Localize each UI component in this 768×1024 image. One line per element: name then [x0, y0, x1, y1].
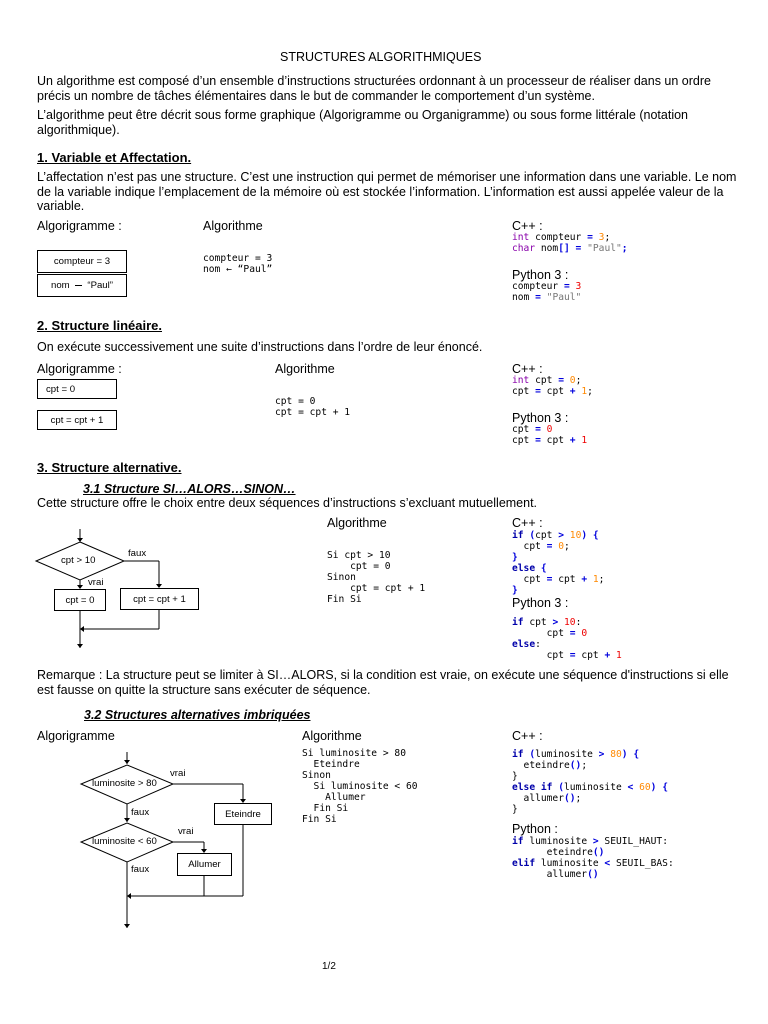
s32-arrow-entry	[124, 760, 130, 764]
s31-faux-label: faux	[128, 548, 147, 559]
s32-arrow-faux1	[124, 818, 130, 822]
section-2-heading: 2. Structure linéaire.	[37, 318, 162, 333]
s32-vrai-2-label: vrai	[178, 826, 194, 837]
s31-box-cpt-increment: cpt = cpt + 1	[120, 588, 199, 610]
s31-cpp-label: C++ :	[512, 516, 543, 530]
s32-algorigramme-label: Algorigramme	[37, 729, 115, 743]
section-3-1-heading: 3.1 Structure SI…ALORS…SINON…	[83, 482, 296, 496]
s2-algorithme-label: Algorithme	[275, 362, 335, 376]
s31-py-line-4: cpt = cpt + 1	[512, 650, 622, 661]
s32-py-line-3: elif luminosite < SEUIL_BAS:	[512, 858, 674, 869]
s1-box-nom: nom “Paul”	[37, 274, 127, 297]
s32-cpp-line-6: }	[512, 804, 518, 815]
section-3-heading: 3. Structure alternative.	[37, 460, 182, 475]
s31-py-line-1: if cpt > 10:	[512, 617, 582, 628]
s32-python-label: Python :	[512, 822, 558, 836]
s2-box-cpt-init: cpt = 0	[37, 379, 117, 399]
s31-py-line-2: cpt = 0	[512, 628, 588, 639]
section-1-heading: 1. Variable et Affectation.	[37, 150, 192, 165]
s31-algorithme-label: Algorithme	[327, 516, 387, 530]
section-3-1-text: Cette structure offre le choix entre deux séquences d’instructions s’excluant mutuellement.	[37, 496, 538, 510]
s31-diamond-label: cpt > 10	[61, 555, 96, 566]
s2-box-cpt-increment: cpt = cpt + 1	[37, 410, 117, 430]
s2-python-label: Python 3 :	[512, 411, 569, 425]
s1-algorithme-label: Algorithme	[203, 219, 263, 233]
s32-py-line-2: eteindre()	[512, 847, 605, 858]
s31-algorithm-code: Si cpt > 10 cpt = 0 Sinon cpt = cpt + 1 Fin Si	[327, 550, 426, 605]
s2-algorigramme-label: Algorigramme :	[37, 362, 122, 376]
s31-cpp-line-4: else {	[512, 563, 547, 574]
s32-algorithme-label: Algorithme	[302, 729, 362, 743]
s32-arrow-merge	[127, 893, 131, 899]
s31-cpp-line-2: cpt = 0;	[512, 541, 570, 552]
s31-py-line-3: else:	[512, 639, 541, 650]
s32-faux-2-label: faux	[131, 864, 150, 875]
intro-paragraph-1: Un algorithme est composé d’un ensemble d’instructions structurées ordonnant à un processeur de réaliser dans un ordre précis un nombre de tâches élémentaires dans le but de commander le comportement d’un système.	[37, 74, 711, 103]
s32-decision-1-label: luminosite > 80	[92, 778, 157, 789]
s31-box-cpt-0: cpt = 0	[54, 589, 106, 611]
s2-algorithm-code: cpt = 0 cpt = cpt + 1	[275, 396, 351, 418]
s32-cpp-line-4: else if (luminosite < 60) {	[512, 782, 669, 793]
s1-py-line-2: nom = "Paul"	[512, 292, 582, 303]
s32-cpp-line-3: }	[512, 771, 518, 782]
s31-cpp-line-5: cpt = cpt + 1;	[512, 574, 605, 585]
s31-cpp-line-3: }	[512, 552, 518, 563]
s32-box-eteindre: Eteindre	[214, 803, 272, 825]
s1-python-label: Python 3 :	[512, 268, 569, 282]
intro-paragraph-2: L’algorithme peut être décrit sous forme graphique (Algorigramme ou Organigramme) ou sous forme littérale (notation algorithmique).	[37, 108, 689, 137]
s3-remark: Remarque : La structure peut se limiter à SI…ALORS, si la condition est vraie, on exécute une séquence d'instructions si elle est fausse on quitte la structure sans exécuter de séquence.	[37, 668, 729, 697]
s1-algorithm-code: compteur = 3 nom ← “Paul”	[203, 253, 273, 275]
section-2-text: On exécute successivement une suite d’instructions dans l’ordre de leur énoncé.	[37, 340, 483, 354]
s1-cpp-line-2: char nom[] = "Paul";	[512, 243, 628, 254]
s32-faux-1-label: faux	[131, 807, 150, 818]
s32-py-line-4: allumer()	[512, 869, 599, 880]
s1-cpp-line-1: int compteur = 3;	[512, 232, 611, 243]
s2-cpp-line-2: cpt = cpt + 1;	[512, 386, 593, 397]
s32-cpp-line-2: eteindre();	[512, 760, 588, 771]
s31-vrai-label: vrai	[88, 577, 104, 588]
s32-algorithm-code: Si luminosite > 80 Eteindre Sinon Si luminosite < 60 Allumer Fin Si Fin Si	[302, 748, 418, 825]
s2-py-line-1: cpt = 0	[512, 424, 553, 435]
section-3-2-heading: 3.2 Structures alternatives imbriquées	[84, 708, 311, 722]
s2-py-line-2: cpt = cpt + 1	[512, 435, 588, 446]
s1-box-compteur: compteur = 3	[37, 250, 127, 273]
s32-box-allumer: Allumer	[177, 853, 232, 876]
section-1-text: L’affectation n’est pas une structure. C’est une instruction qui permet de mémoriser une information dans une variable. Le nom de la variable indique l’emplacement de la mémoire où est stockée l’information. L’information est aussi appelée valeur de la variable.	[37, 170, 737, 213]
page-number: 1/2	[322, 961, 336, 972]
s32-py-line-1: if luminosite > SEUIL_HAUT:	[512, 836, 668, 847]
s32-decision-2-label: luminosite < 60	[92, 836, 157, 847]
s1-algorigramme-label: Algorigramme :	[37, 219, 122, 233]
s1-cpp-label: C++ :	[512, 219, 543, 233]
s2-cpp-label: C++ :	[512, 362, 543, 376]
s2-cpp-line-1: int cpt = 0;	[512, 375, 582, 386]
s31-cpp-line-6: }	[512, 585, 518, 596]
s32-cpp-line-1: if (luminosite > 80) {	[512, 749, 640, 760]
s32-cpp-label: C++ :	[512, 729, 543, 743]
s32-arrow-exit	[124, 924, 130, 928]
s1-py-line-1: compteur = 3	[512, 281, 582, 292]
page-title: STRUCTURES ALGORITHMIQUES	[280, 50, 482, 64]
s32-cpp-line-5: allumer();	[512, 793, 582, 804]
s31-python-label: Python 3 :	[512, 596, 569, 610]
s32-vrai-1-label: vrai	[170, 768, 186, 779]
s31-cpp-line-1: if (cpt > 10) {	[512, 530, 599, 541]
